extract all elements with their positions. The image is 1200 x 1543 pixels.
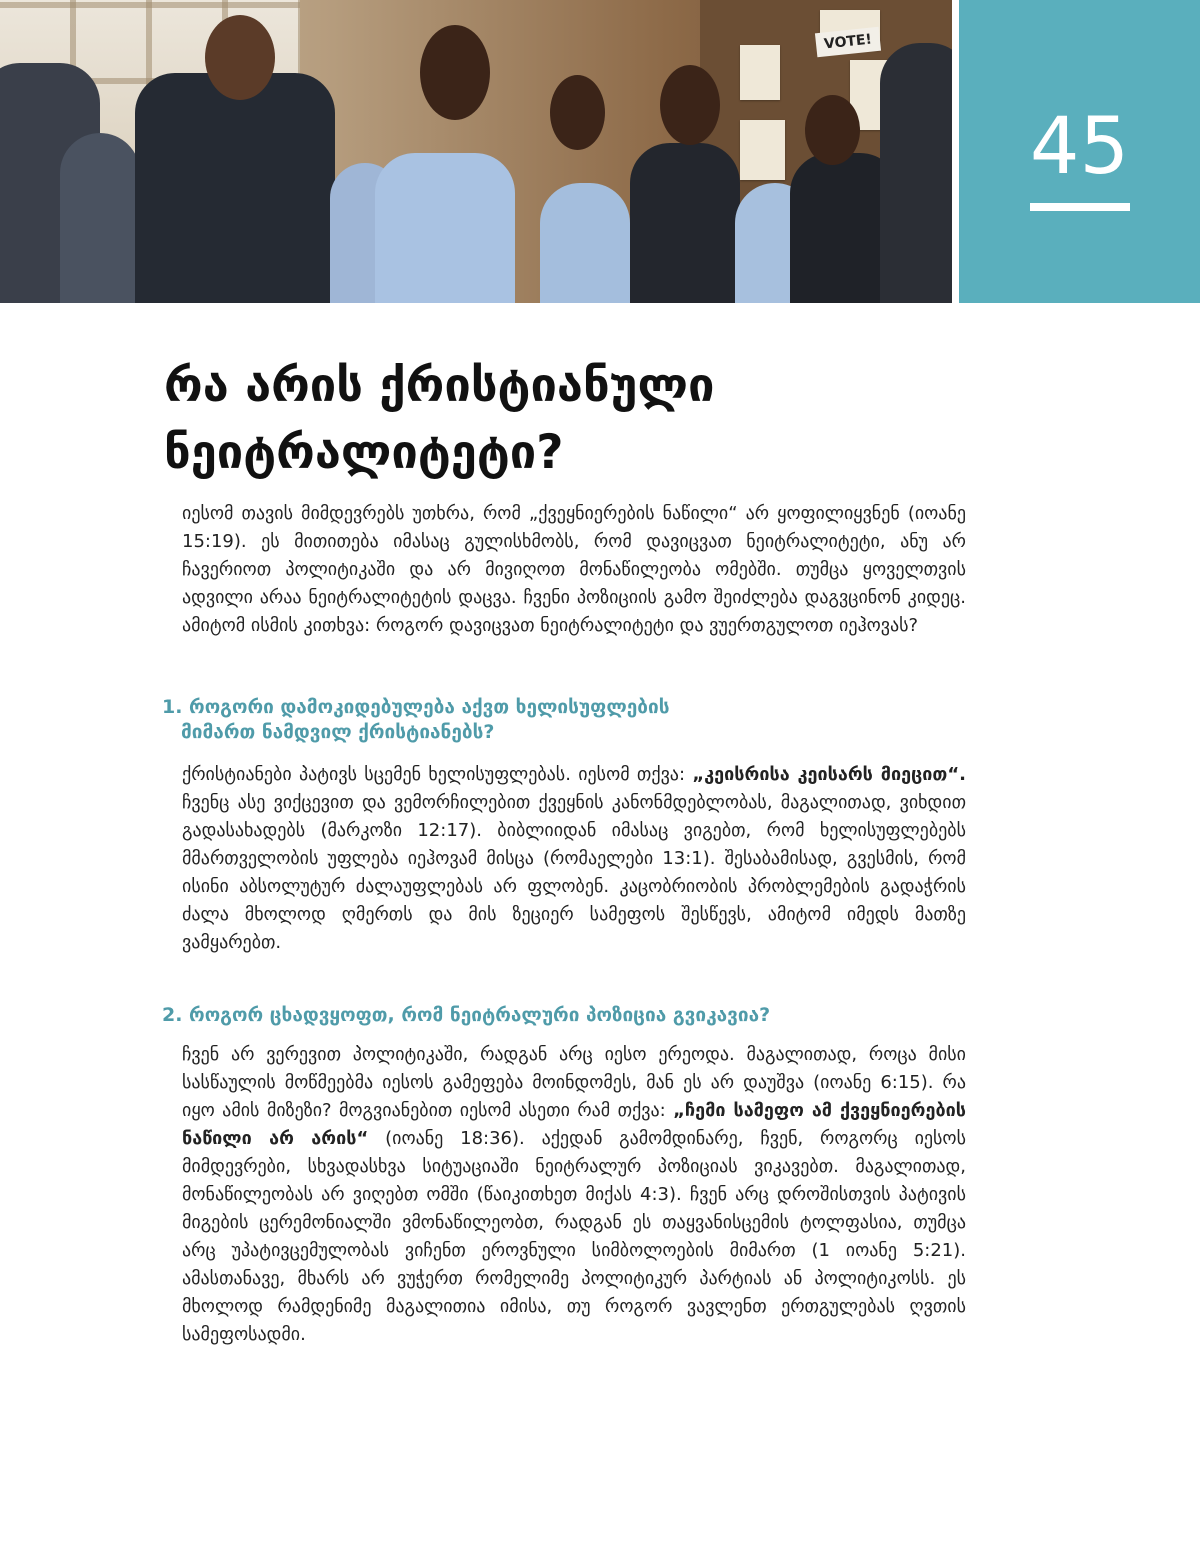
chapter-number-box — [959, 0, 1200, 303]
person-figure — [135, 73, 335, 303]
answer-2-text-end: (იოანე 18:36). აქედან გამომდინარე, ჩვენ, როგორც იესოს მიმდევრები, სხვადასხვა სიტუაციაში ნეიტრალურ პოზიციას ვიკავებთ. მაგალითად, მონაწილეობას არ ვიღებთ ომში (წაიკითხეთ მიქას 4:3). ჩვენ არც დროშისთვის პატივის მიგების ცერემონიალში ვმონაწილეობთ, რადგან ეს თაყვანისცემის ტოლფასია, თუმცა არც უპატივცემულობას ვიჩენთ ეროვნული სიმბოლოების მიმართ (1 იოანე 5:21). ამასთანავე, მხარს არ ვუჭერთ რომელიმე პოლიტიკურ პარტიას ან პოლიტიკოსს. ეს მხოლოდ რამდენიმე მაგალითია იმისა, თუ როგორ ვავლენთ ერთგულებას ღვთის სამეფოსადმი. — [182, 1128, 966, 1345]
answer-paragraph-1 — [182, 761, 966, 957]
person-figure — [630, 143, 740, 303]
chapter-number: 45 — [1029, 102, 1130, 192]
person-head — [550, 75, 605, 150]
person-figure — [540, 183, 630, 303]
person-figure — [375, 153, 515, 303]
person-head — [805, 95, 860, 165]
question-heading-1-line2: მიმართ ნამდვილ ქრისტიანებს? — [181, 721, 495, 743]
question-heading-1 — [162, 695, 962, 745]
answer-2-scripture-quote: „ჩემი სამეფო ამ ქვეყნიერების ნაწილი არ არის“ — [182, 1100, 966, 1149]
person-figure — [60, 133, 140, 303]
answer-1-text-start: ქრისტიანები პატივს სცემენ ხელისუფლებას. იესომ თქვა: — [182, 764, 693, 785]
person-head — [660, 65, 720, 145]
question-heading-1-line1: 1. როგორი დამოკიდებულება აქვთ ხელისუფლების — [162, 696, 670, 718]
header-photo — [0, 0, 952, 303]
vote-sign: VOTE! — [815, 27, 881, 58]
question-heading-2: 2. როგორ ცხადვყოფთ, რომ ნეიტრალური პოზიცია გვიკავია? — [162, 1004, 771, 1026]
answer-paragraph-2 — [182, 1041, 966, 1349]
page-title: რა არის ქრისტიანული ნეიტრალიტეტი? — [164, 358, 715, 480]
answer-2-text-start: ჩვენ არ ვერევით პოლიტიკაში, რადგან არც იესო ერეოდა. მაგალითად, როცა მისი სასწაულის მოწმეებმა იესოს გამეფება მოინდომეს, მან ეს არ დაუშვა (იოანე 6:15). რა იყო ამის მიზეზი? მოგვიანებით იესომ ასეთი რამ თქვა: — [182, 1044, 966, 1121]
answer-1-scripture-quote: „კეისრისა კეისარს მიეცით“. — [692, 764, 966, 785]
person-figure — [880, 43, 952, 303]
person-head — [205, 15, 275, 100]
chapter-underline — [1030, 203, 1130, 211]
answer-1-text-end: ჩვენც ასე ვიქცევით და ვემორჩილებით ქვეყნის კანონმდებლობას, მაგალითად, ვიხდით გადასახადებს (მარკოზი 12:17). ბიბლიიდან იმასაც ვიგებთ, რომ ხელისუფლებებს მმართველობის უფლება იეჰოვამ მისცა (რომაელები 13:1). შესაბამისად, გვესმის, რომ ისინი აბსოლუტურ ძალაუფლებას არ ფლობენ. კაცობრიობის პრობლემების გადაჭრის ძალა მხოლოდ ღმერთს და მის ზეციერ სამეფოს შესწევს, ამიტომ იმედს მათზე ვამყარებთ. — [182, 792, 966, 953]
person-head — [420, 25, 490, 120]
intro-paragraph: იესომ თავის მიმდევრებს უთხრა, რომ „ქვეყნიერების ნაწილი“ არ ყოფილიყვნენ (იოანე 15:19). ეს მითითება იმასაც გულისხმობს, რომ დავიცვათ ნეიტრალიტეტი, ანუ არ ჩავერიოთ პოლიტიკაში და არ მივიღოთ მონაწილეობა ომებში. თუმცა ყოველთვის ადვილი არაა ნეიტრალიტეტის დაცვა. ჩვენი პოზიციის გამო შეიძლება დაგვცინონ კიდეც. ამიტომ ისმის კითხვა: როგორ დავიცვათ ნეიტრალიტეტი და ვუერთგულოთ იეჰოვას? — [182, 503, 966, 636]
